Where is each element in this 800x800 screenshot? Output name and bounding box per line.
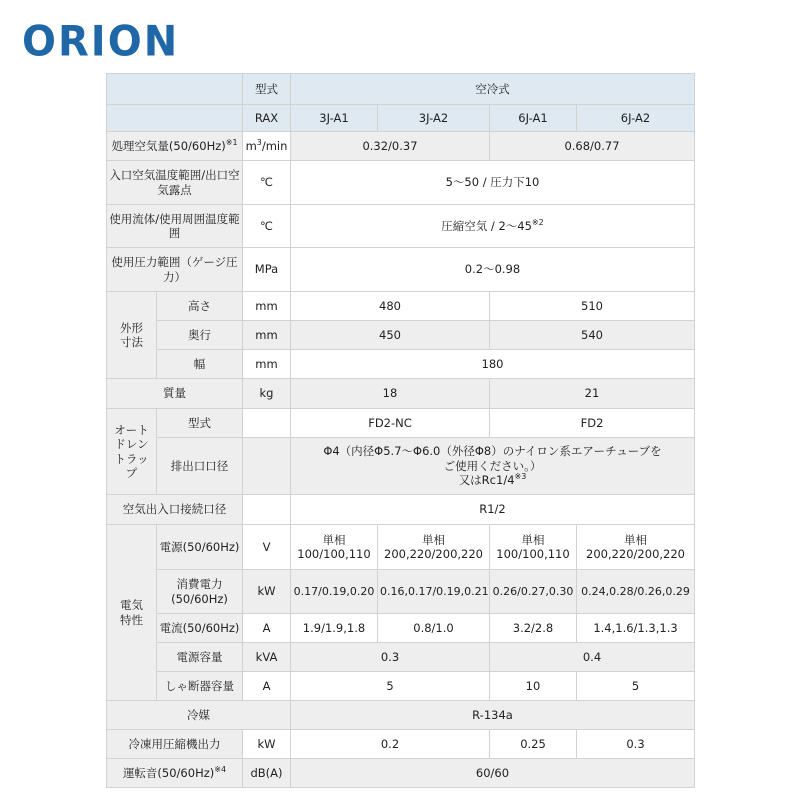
value-depth-3j: 450 — [291, 321, 490, 350]
row-current — [107, 614, 695, 643]
label-electric-group: 電気特性 — [107, 525, 157, 701]
header-row-2 — [107, 105, 695, 132]
value-current-3j-a2: 0.8/1.0 — [378, 614, 490, 643]
unit-drain-type — [243, 409, 291, 438]
label-dims-group: 外形寸法 — [107, 292, 157, 379]
value-depth-6j: 540 — [490, 321, 695, 350]
row-consumption — [107, 570, 695, 614]
unit-current: A — [243, 614, 291, 643]
row-width — [107, 350, 695, 379]
value-air-port: R1/2 — [291, 495, 695, 525]
value-mass-6j: 21 — [490, 379, 695, 409]
label-pressure: 使用圧力範囲（ゲージ圧力） — [107, 248, 243, 292]
row-mass — [107, 379, 695, 409]
value-mass-3j: 18 — [291, 379, 490, 409]
spec-table — [106, 73, 695, 788]
unit-pressure: MPa — [243, 248, 291, 292]
row-fluid — [107, 205, 695, 248]
label-drain-port: 排出口口径 — [157, 438, 243, 495]
value-capacity-6j: 0.4 — [490, 643, 695, 672]
value-compressor-6j-a2: 0.3 — [577, 730, 695, 759]
unit-fluid: ℃ — [243, 205, 291, 248]
label-drain-type: 型式 — [157, 409, 243, 438]
value-drain-type-3j: FD2-NC — [291, 409, 490, 438]
value-power-6j-a2: 単相 200,220/200,220 — [577, 525, 695, 570]
label-refrigerant: 冷媒 — [107, 701, 291, 730]
header-corner-2 — [107, 105, 243, 132]
unit-width: mm — [243, 350, 291, 379]
label-width: 幅 — [157, 350, 243, 379]
label-current: 電流(50/60Hz) — [157, 614, 243, 643]
unit-drain-port — [243, 438, 291, 495]
row-air-flow — [107, 132, 695, 161]
value-consumption-6j-a1: 0.26/0.27,0.30 — [490, 570, 577, 614]
row-drain-port — [107, 438, 695, 495]
value-power-6j-a1: 単相 100/100,110 — [490, 525, 577, 570]
value-breaker-6j-a1: 10 — [490, 672, 577, 701]
row-compressor — [107, 730, 695, 759]
unit-capacity: kVA — [243, 643, 291, 672]
label-air-port: 空気出入口接続口径 — [107, 495, 243, 525]
header-model-4: 6J-A2 — [577, 105, 695, 132]
unit-breaker: A — [243, 672, 291, 701]
row-capacity — [107, 643, 695, 672]
value-fluid: 圧縮空気 / 2〜45$^{※2}$ — [291, 205, 695, 248]
value-compressor-6j-a1: 0.25 — [490, 730, 577, 759]
label-inlet-temp: 入口空気温度範囲/出口空気露点 — [107, 161, 243, 205]
label-air-flow: 処理空気量$(50/60Hz)^{※1}$ — [107, 132, 243, 161]
value-drain-type-6j: FD2 — [490, 409, 695, 438]
unit-compressor: kW — [243, 730, 291, 759]
value-air-flow-3j: 0.32/0.37 — [291, 132, 490, 161]
drain-port-line-1: Φ4（内径Φ5.7〜Φ6.0（外径Φ8）のナイロン系エアーチューブを — [323, 444, 662, 459]
orion-logo — [22, 14, 222, 70]
row-noise — [107, 759, 695, 788]
label-compressor: 冷凍用圧縮機出力 — [107, 730, 243, 759]
drain-port-line-2: ご使用ください。） — [443, 458, 542, 473]
unit-air-port — [243, 495, 291, 525]
row-power — [107, 525, 695, 570]
row-air-port — [107, 495, 695, 525]
label-depth: 奥行 — [157, 321, 243, 350]
header-model-1: 3J-A1 — [291, 105, 378, 132]
header-model-label: 型式 — [243, 74, 291, 105]
label-fluid: 使用流体/使用周囲温度範囲 — [107, 205, 243, 248]
row-drain-type — [107, 409, 695, 438]
label-capacity: 電源容量 — [157, 643, 243, 672]
value-air-flow-6j: 0.68/0.77 — [490, 132, 695, 161]
value-current-6j-a1: 3.2/2.8 — [490, 614, 577, 643]
unit-power: V — [243, 525, 291, 570]
value-capacity-3j: 0.3 — [291, 643, 490, 672]
unit-mass: kg — [243, 379, 291, 409]
value-pressure: 0.2〜0.98 — [291, 248, 695, 292]
header-model-3: 6J-A1 — [490, 105, 577, 132]
row-depth — [107, 321, 695, 350]
label-noise: 運転音$(50/60Hz)^{※4}$ — [107, 759, 243, 788]
label-mass: 質量 — [107, 379, 243, 409]
row-height — [107, 292, 695, 321]
label-drain-group: オートドレントラップ — [107, 409, 157, 495]
unit-air-flow: $m^3/\min$ — [243, 132, 291, 161]
value-current-6j-a2: 1.4,1.6/1.3,1.3 — [577, 614, 695, 643]
value-refrigerant: R-134a — [291, 701, 695, 730]
header-row-1 — [107, 74, 695, 105]
row-refrigerant — [107, 701, 695, 730]
header-corner — [107, 74, 243, 105]
header-series-label: RAX — [243, 105, 291, 132]
unit-inlet-temp: ℃ — [243, 161, 291, 205]
value-power-3j-a1: 単相 100/100,110 — [291, 525, 378, 570]
value-consumption-6j-a2: 0.24,0.28/0.26,0.29 — [577, 570, 695, 614]
value-inlet-temp: 5〜50 / 圧力下10 — [291, 161, 695, 205]
label-consumption: 消費電力(50/60Hz) — [157, 570, 243, 614]
label-breaker: しゃ断器容量 — [157, 672, 243, 701]
row-inlet-temp — [107, 161, 695, 205]
value-height-3j: 480 — [291, 292, 490, 321]
label-power: 電源(50/60Hz) — [157, 525, 243, 570]
value-breaker-3j: 5 — [291, 672, 490, 701]
value-current-3j-a1: 1.9/1.9,1.8 — [291, 614, 378, 643]
drain-port-line-3: 又はRc1/4$^{※3}$ — [458, 472, 527, 488]
unit-noise: dB(A) — [243, 759, 291, 788]
value-width: 180 — [291, 350, 695, 379]
unit-consumption: kW — [243, 570, 291, 614]
logo-text: ORION — [22, 17, 180, 67]
value-consumption-3j-a1: 0.17/0.19,0.20 — [291, 570, 378, 614]
value-height-6j: 510 — [490, 292, 695, 321]
row-pressure — [107, 248, 695, 292]
row-breaker — [107, 672, 695, 701]
unit-height: mm — [243, 292, 291, 321]
value-breaker-6j-a2: 5 — [577, 672, 695, 701]
label-height: 高さ — [157, 292, 243, 321]
value-power-3j-a2: 単相 200,220/200,220 — [378, 525, 490, 570]
unit-depth: mm — [243, 321, 291, 350]
value-drain-port — [291, 438, 695, 495]
value-compressor-3j: 0.2 — [291, 730, 490, 759]
header-type-label: 空冷式 — [291, 74, 695, 105]
value-consumption-3j-a2: 0.16,0.17/0.19,0.21 — [378, 570, 490, 614]
value-noise: 60/60 — [291, 759, 695, 788]
header-model-2: 3J-A2 — [378, 105, 490, 132]
